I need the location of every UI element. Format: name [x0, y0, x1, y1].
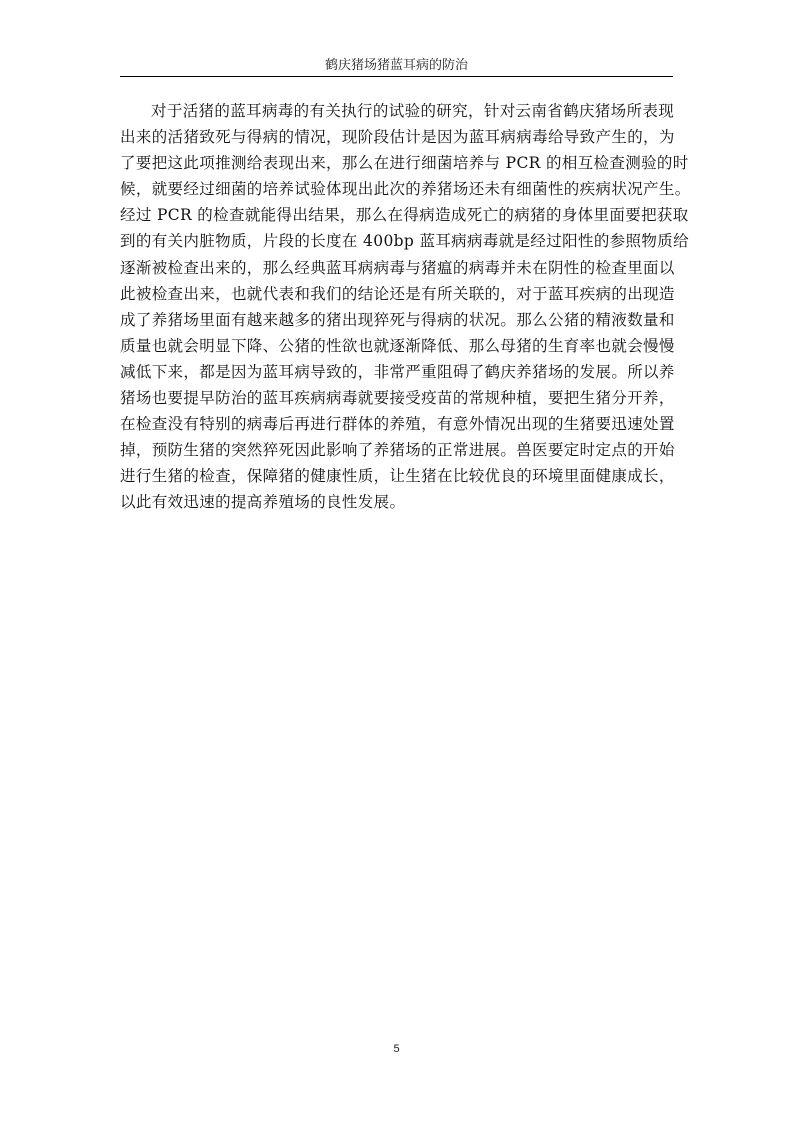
paragraph-line: 逐渐被检查出来的，那么经典蓝耳病病毒与猪瘟的病毒并未在阴性的检查里面以	[120, 258, 675, 277]
paragraph-line: 质量也就会明显下降、公猪的性欲也就逐渐降低、那么母猪的生育率也就会慢慢	[120, 336, 675, 355]
paragraph-line: 此被检查出来，也就代表和我们的结论还是有所关联的，对于蓝耳疾病的出现造	[120, 284, 675, 303]
paragraph-line: 到的有关内脏物质，片段的长度在 400bp 蓝耳病病毒就是经过阳性的参照物质给	[120, 232, 689, 251]
paragraph-line: 掉，预防生猪的突然猝死因此影响了养猪场的正常进展。兽医要定时定点的开始	[120, 441, 675, 460]
page-number: 5	[393, 1043, 400, 1055]
paragraph-line: 猪场也要提早防治的蓝耳疾病病毒就要接受疫苗的常规种植，要把生猪分开养，	[120, 389, 675, 408]
paragraph-line: 以此有效迅速的提高养殖场的良性发展。	[120, 493, 406, 512]
paragraph-line: 进行生猪的检查，保障猪的健康性质，让生猪在比较优良的环境里面健康成长，	[120, 467, 675, 486]
page-header-title: 鹤庆猪场猪蓝耳病的防治	[324, 58, 468, 73]
paragraph-line: 减低下来，都是因为蓝耳病导致的，非常严重阻碍了鹤庆养猪场的发展。所以养	[120, 362, 675, 381]
paragraph-line: 经过 PCR 的检查就能得出结果，那么在得病造成死亡的病猪的身体里面要把获取	[120, 206, 689, 225]
paragraph-line: 对于活猪的蓝耳病毒的有关执行的试验的研究，针对云南省鹤庆猪场所表现	[151, 102, 675, 120]
paragraph-line: 在检查没有特别的病毒后再进行群体的养殖，有意外情况出现的生猪要迅速处置	[120, 415, 675, 434]
paragraph-line: 出来的活猪致死与得病的情况，现阶段估计是因为蓝耳病病毒给导致产生的，为	[120, 128, 675, 147]
header-divider	[120, 76, 673, 77]
paragraph-line: 了要把这此项推测给表现出来，那么在进行细菌培养与 PCR 的相互检查测验的时	[120, 154, 689, 173]
paragraph-line: 成了养猪场里面有越来越多的猪出现猝死与得病的状况。那么公猪的精液数量和	[120, 310, 675, 329]
paragraph-line: 候，就要经过细菌的培养试验体现出此次的养猪场还未有细菌性的疾病状况产生。	[120, 180, 691, 199]
body-paragraph	[120, 98, 691, 516]
